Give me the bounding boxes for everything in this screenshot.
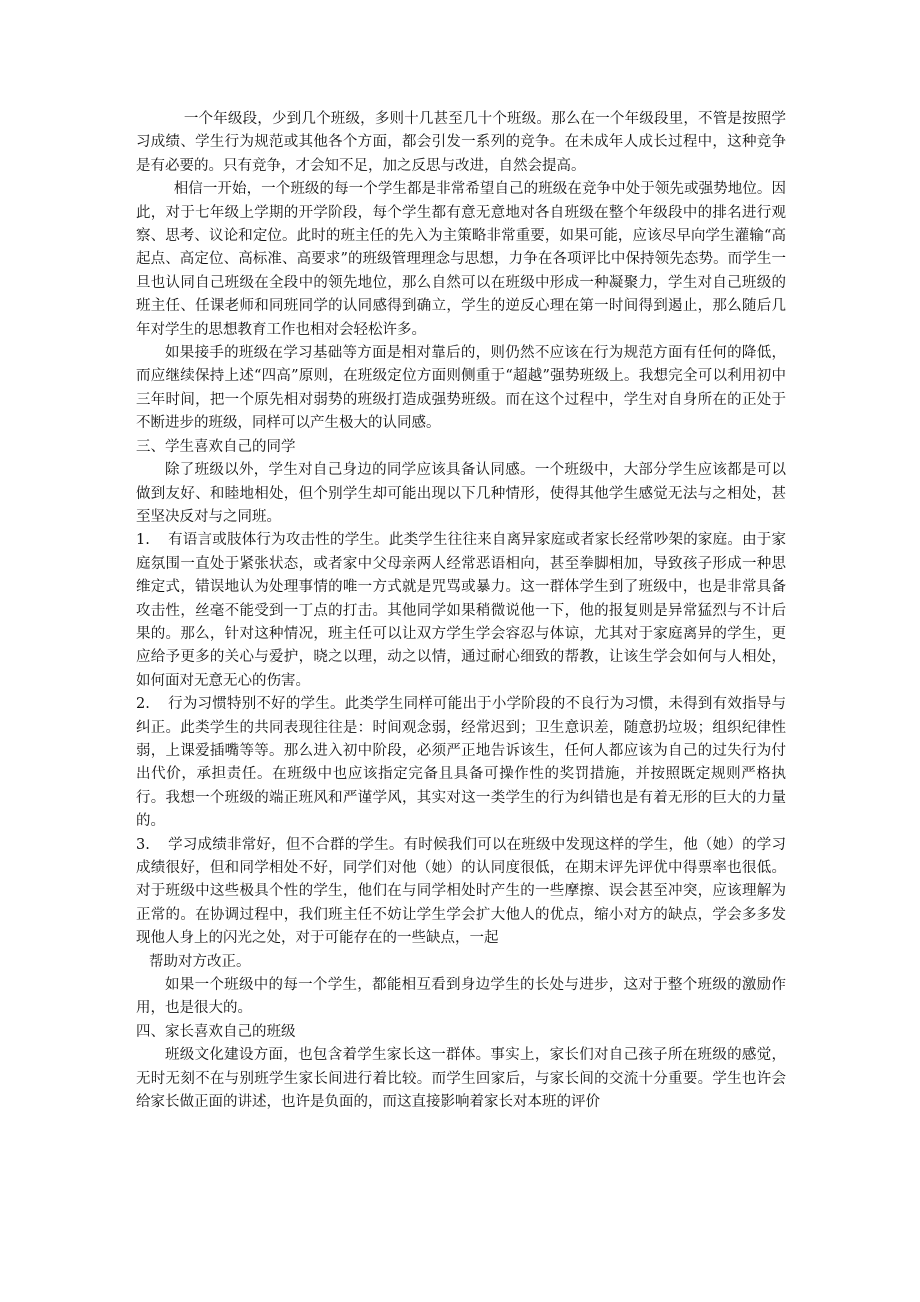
list-item-number: 3. <box>136 836 150 853</box>
list-item-closing-line: 帮助对方改正。 <box>149 953 251 970</box>
section-heading-parents: 四、家长喜欢自己的班级 <box>136 1023 296 1040</box>
list-item-text: 有语言或肢体行为攻击性的学生。此类学生往往来自离异家庭或者家长经常吵架的家庭。由于家庭氛围一直处于紧张状态，或者家中父母亲两人经常恶语相向，甚至拳脚相加，导致孩子形成一种思维定式，错误地认为处理事情的唯一方式就是咒骂或暴力。这一群体学生到了班级中，也是非常具备攻击性，丝毫不能受到一丁点的打击。其他同学如果稍微说他一下，他的报复则是异常猛烈与不计后果的。那么，针对这种情况，班主任可以让双方学生学会容忍与体谅，尤其对于家庭离异的学生，更应给予更多的关心与爱护，晓之以理，动之以情，通过耐心细致的帮教，让该生学会如何与人相处，如何面对无意无心的伤害。 <box>136 532 786 689</box>
list-item-bad-habits <box>136 693 786 833</box>
section-heading-classmates: 三、学生喜欢自己的同学 <box>136 438 296 455</box>
paragraph-mutual-encouragement: 如果一个班级中的每一个学生，都能相互看到身边学生的长处与进步，这对于整个班级的激励作用，也是很大的。 <box>136 977 786 1017</box>
list-item-number: 2. <box>136 696 150 713</box>
paragraph-leading-position: 相信一开始，一个班级的每一个学生都是非常希望自己的班级在竞争中处于领先或强势地位。因此，对于七年级上学期的开学阶段，每个学生都有意无意地对各自班级在整个年级段中的排名进行观察、思考、议论和定位。此时的班主任的先入为主策略非常重要，如果可能，应该尽早向学生灌输“高起点、高定位、高标准、高要求”的班级管理理念与思想，力争在各项评比中保持领先态势。而学生一旦也认同自己班级在全段中的领先地位，那么自然可以在班级中形成一种凝聚力，学生对自己班级的班主任、任课老师和同班同学的认同感得到确立，学生的逆反心理在第一时间得到遏止，那么随后几年对学生的思想教育工作也相对会轻松许多。 <box>136 181 786 338</box>
paragraph-classmate-recognition: 除了班级以外，学生对自己身边的同学应该具备认同感。一个班级中，大部分学生应该都是可以做到友好、和睦地相处，但个别学生却可能出现以下几种情形，使得其他学生感觉无法与之相处，甚至坚决反对与之同班。 <box>136 462 786 525</box>
paragraph-parents-comparison: 班级文化建设方面，也包含着学生家长这一群体。事实上，家长们对自己孩子所在班级的感觉，无时无刻不在与别班学生家长间进行着比较。而学生回家后，与家长间的交流十分重要。学生也许会给家长做正面的讲述，也许是负面的，而这直接影响着家长对本班的评价 <box>136 1047 786 1111</box>
list-item-text: 行为习惯特别不好的学生。此类学生同样可能出于小学阶段的不良行为习惯，未得到有效指导与纠正。此类学生的共同表现往往是：时间观念弱，经常迟到；卫生意识差，随意扔垃圾；组织纪律性弱，上课爱插嘴等等。那么进入初中阶段，必须严正地告诉该生，任何人都应该为自己的过失行为付出代价，承担责任。在班级中也应该指定完备且具备可操作性的奖罚措施，并按照既定规则严格执行。我想一个班级的端正班风和严谨学风，其实对这一类学生的行为纠错也是有着无形的巨大的力量的。 <box>136 696 786 830</box>
list-item-number: 1. <box>136 532 150 549</box>
list-item-aggressive-students <box>136 529 786 693</box>
list-item-text: 学习成绩非常好，但不合群的学生。有时候我们可以在班级中发现这样的学生，他（她）的学习成绩很好，但和同学相处不好，同学们对他（她）的认同度很低，在期末评先评优中得票率也很低。对于班级中这些极具个性的学生，他们在与同学相处时产生的一些摩擦、误会甚至冲突，应该理解为正常的。在协调过程中，我们班主任不妨让学生学会扩大他人的优点，缩小对方的缺点，学会多多发现他人身上的闪光之处，对于可能存在的一些缺点，一起 <box>136 836 786 947</box>
paragraph-weak-class: 如果接手的班级在学习基础等方面是相对靠后的，则仍然不应该在行为规范方面有任何的降低，而应继续保持上述“四高”原则，在班级定位方面则侧重于“超越”强势班级上。我想完全可以利用初中三年时间，把一个原先相对弱势的班级打造成强势班级。而在这个过程中，学生对自身所在的正处于不断进步的班级，同样可以产生极大的认同感。 <box>136 345 786 432</box>
list-item-unsociable-students <box>136 834 786 951</box>
paragraph-competition: 一个年级段，少到几个班级，多则十几甚至几十个班级。那么在一个年级段里，不管是按照学习成绩、学生行为规范或其他各个方面，都会引发一系列的竞争。在未成年人成长过程中，这种竞争是有必要的。只有竞争，才会知不足，加之反思与改进，自然会提高。 <box>136 111 786 174</box>
document-body <box>136 108 786 1114</box>
